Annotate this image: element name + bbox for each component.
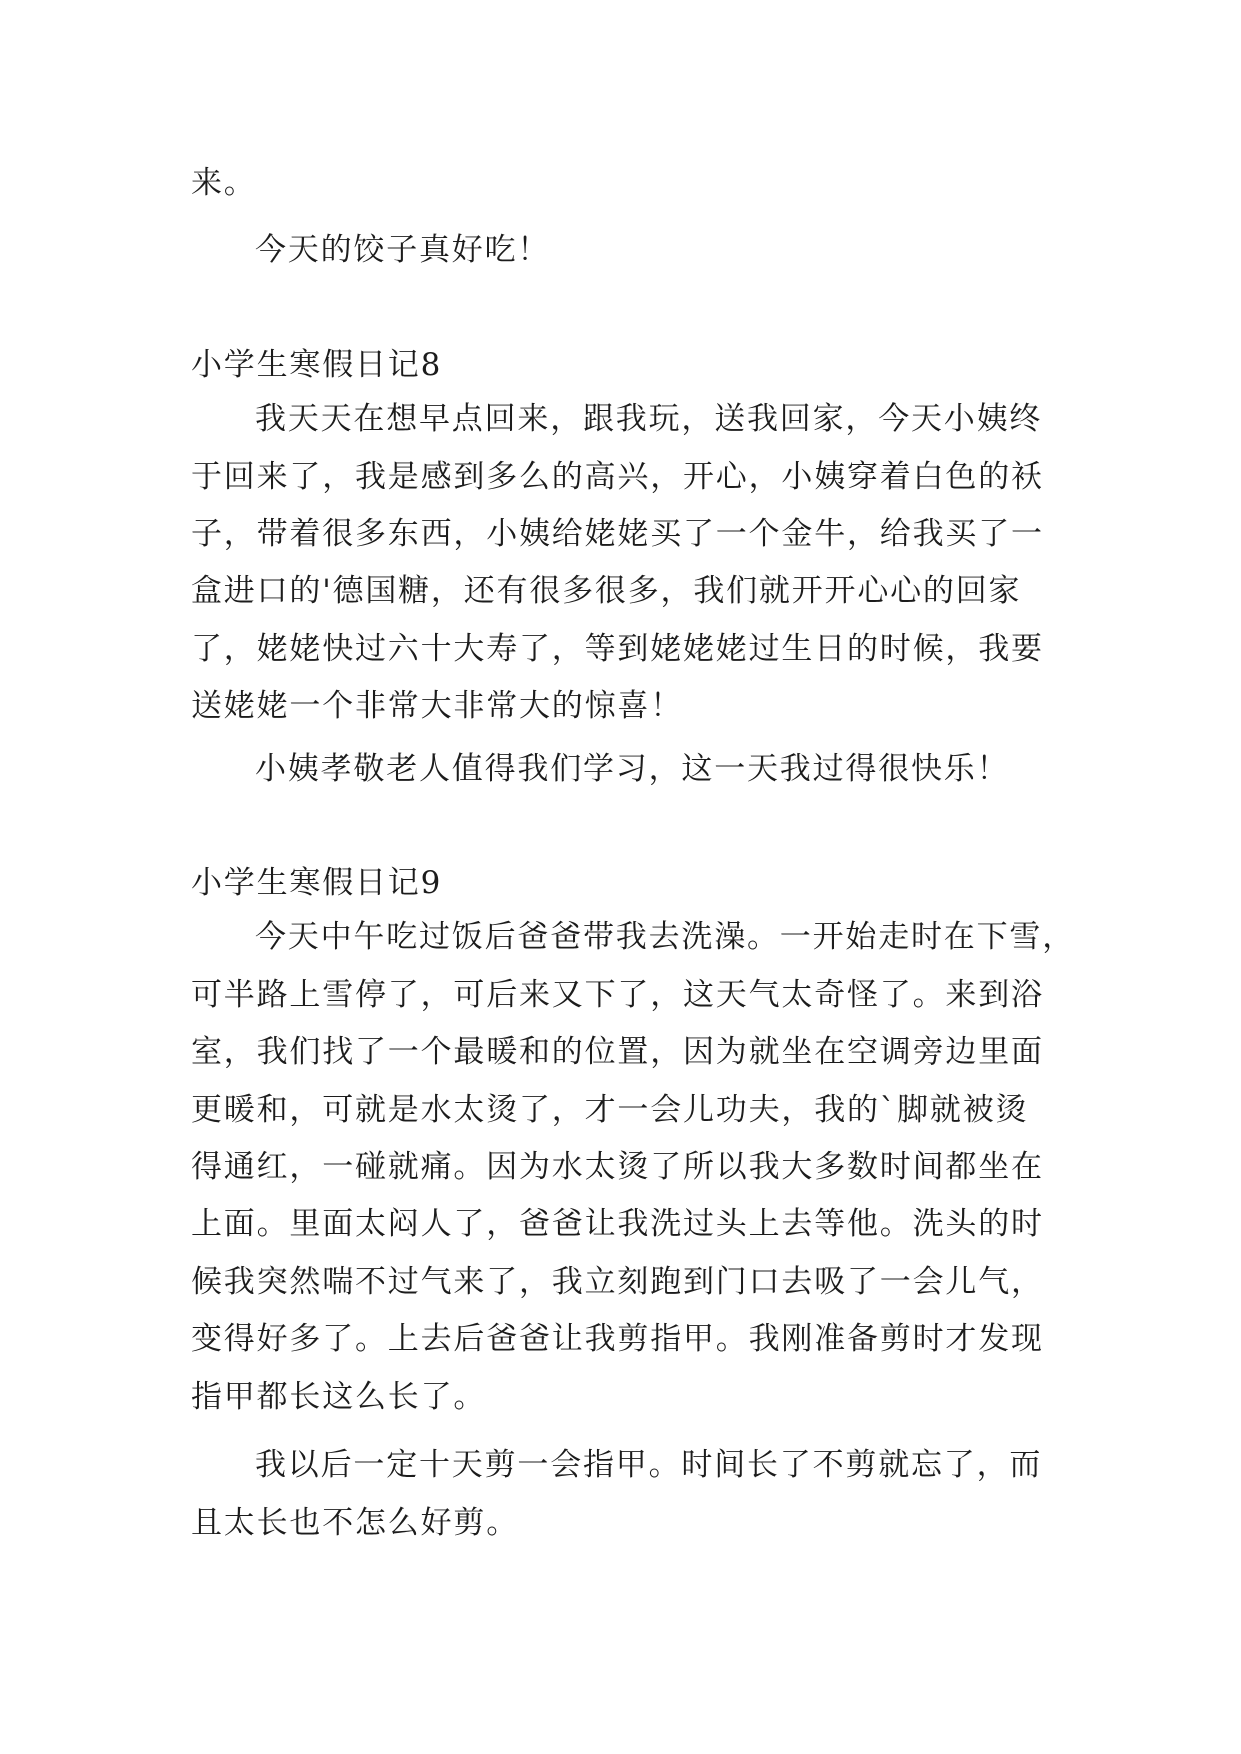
paragraph-line: 可半路上雪停了，可后来又下了，这天气太奇怪了。来到浴	[191, 977, 1044, 1013]
paragraph-line: 上面。里面太闷人了，爸爸让我洗过头上去等他。洗头的时	[191, 1206, 1044, 1242]
paragraph-line: 今天中午吃过饭后爸爸带我去洗澡。一开始走时在下雪，	[255, 919, 1075, 955]
paragraph-line: 于回来了，我是感到多么的高兴，开心，小姨穿着白色的袄	[191, 459, 1044, 495]
paragraph-line: 指甲都长这么长了。	[191, 1379, 487, 1415]
paragraph-line: 室，我们找了一个最暖和的位置，因为就坐在空调旁边里面	[191, 1034, 1044, 1070]
paragraph-line: 盒进口的'德国糖，还有很多很多，我们就开开心心的回家	[191, 573, 1022, 609]
paragraph-line: 今天的饺子真好吃！	[255, 232, 551, 268]
paragraph-line: 变得好多了。上去后爸爸让我剪指甲。我刚准备剪时才发现	[191, 1321, 1044, 1357]
paragraph-line: 更暖和，可就是水太烫了，才一会儿功夫，我的`脚就被烫	[191, 1092, 1029, 1128]
paragraph-line: 我天天在想早点回来，跟我玩，送我回家，今天小姨终	[255, 401, 1043, 437]
paragraph-line: 候我突然喘不过气来了，我立刻跑到门口去吸了一会儿气，	[191, 1264, 1044, 1300]
section-heading: 小学生寒假日记8	[191, 347, 443, 383]
paragraph-line: 且太长也不怎么好剪。	[191, 1505, 519, 1541]
paragraph-line: 来。	[191, 165, 257, 201]
paragraph-line: 送姥姥一个非常大非常大的惊喜！	[191, 688, 683, 724]
paragraph-line: 小姨孝敬老人值得我们学习，这一天我过得很快乐！	[255, 751, 1010, 787]
paragraph-line: 得通红，一碰就痛。因为水太烫了所以我大多数时间都坐在	[191, 1149, 1044, 1185]
paragraph-line: 子，带着很多东西，小姨给姥姥买了一个金牛，给我买了一	[191, 516, 1044, 552]
paragraph-line: 我以后一定十天剪一会指甲。时间长了不剪就忘了，而	[255, 1447, 1043, 1483]
section-heading: 小学生寒假日记9	[191, 865, 443, 901]
paragraph-line: 了，姥姥快过六十大寿了，等到姥姥姥过生日的时候，我要	[191, 631, 1044, 667]
